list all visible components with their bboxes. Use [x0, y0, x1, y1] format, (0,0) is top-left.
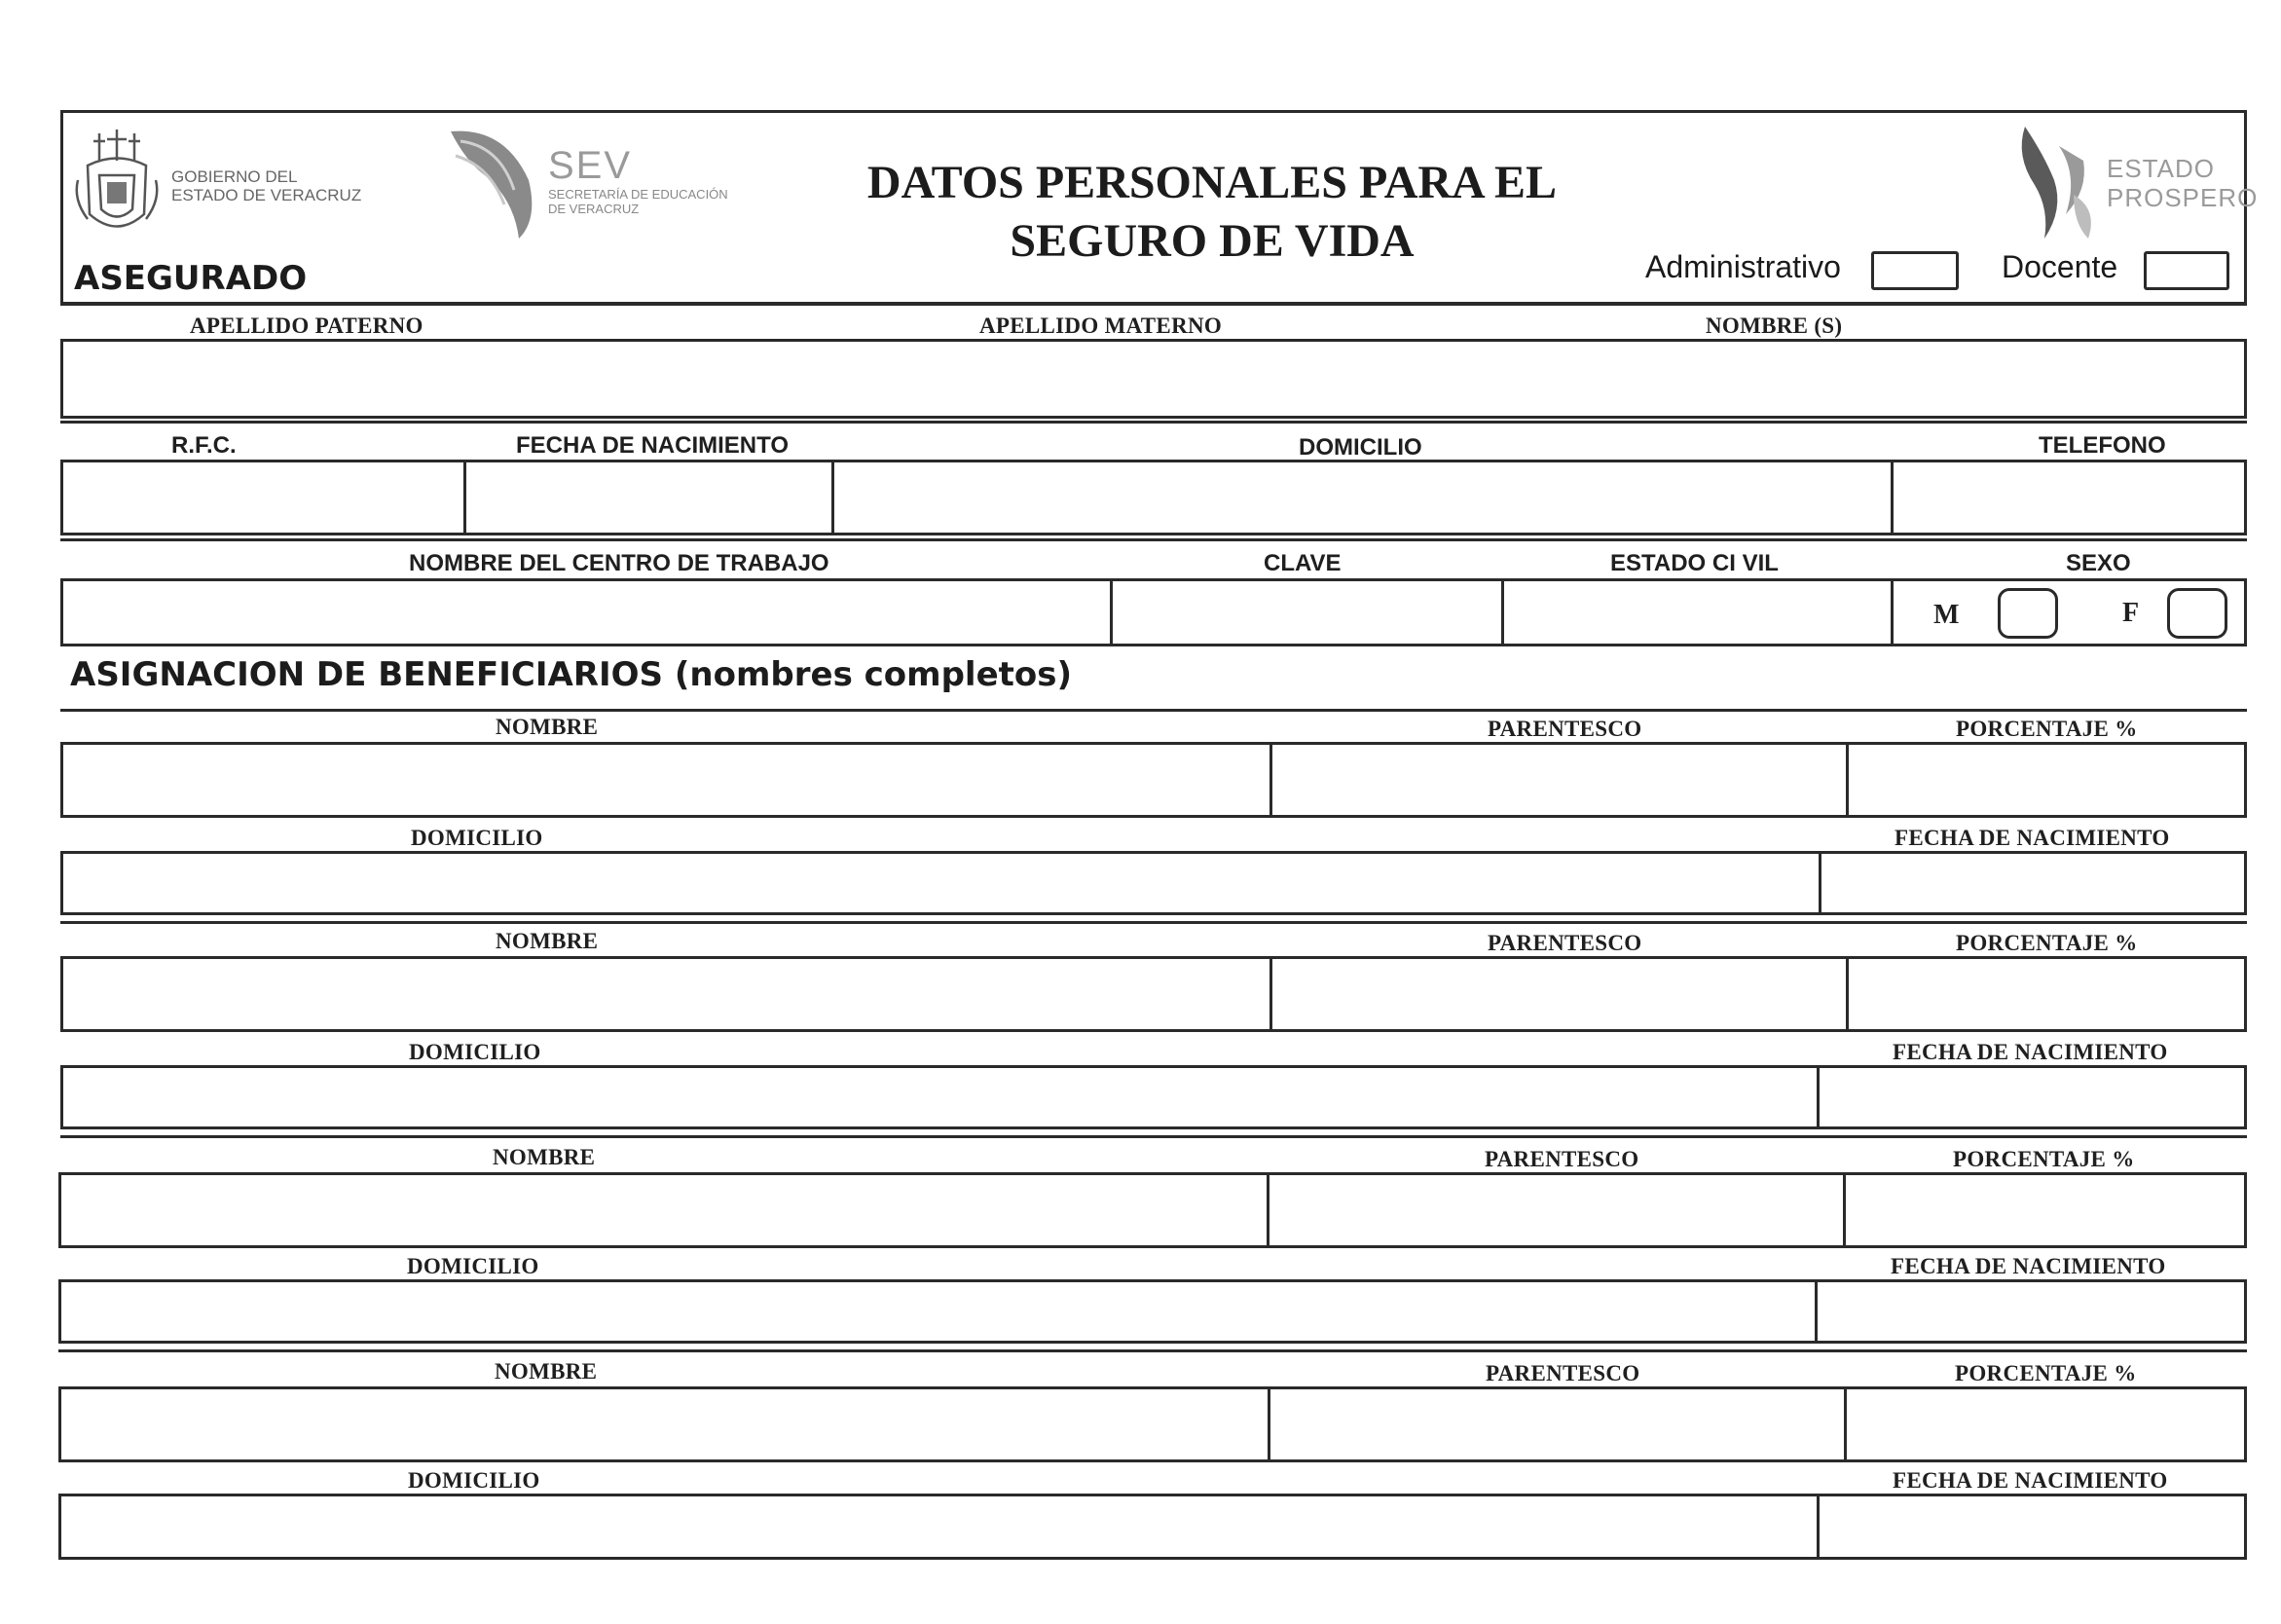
divider [60, 921, 2247, 924]
administrativo-checkbox[interactable] [1871, 251, 1959, 290]
beneficiario-1-parentesco-field[interactable] [1272, 745, 1846, 815]
sexo-label: SEXO [2066, 550, 2131, 576]
beneficiario-1-porcentaje-label: PORCENTAJE % [1956, 717, 2138, 741]
beneficiario-2-parentesco-label: PARENTESCO [1488, 931, 1642, 955]
beneficiario-2-porcentaje-label: PORCENTAJE % [1956, 931, 2138, 955]
beneficiario-4-porcentaje-label: PORCENTAJE % [1955, 1361, 2137, 1385]
sev-logo-line2: DE VERACRUZ [548, 202, 640, 216]
estado-logo-line2: PROSPERO [2107, 183, 2259, 212]
clave-field[interactable] [1113, 581, 1501, 644]
beneficiario-1-domicilio-field[interactable] [63, 854, 1819, 912]
beneficiario-4-parentesco-label: PARENTESCO [1486, 1361, 1640, 1385]
domicilio-label: DOMICILIO [1299, 434, 1422, 461]
divider [60, 303, 2247, 306]
beneficiario-4-fecha-label: FECHA DE NACIMIENTO [1893, 1468, 2168, 1493]
telefono-field[interactable] [1894, 462, 2244, 533]
beneficiario-1-nombre-field[interactable] [63, 745, 1269, 815]
divider [60, 421, 2247, 424]
beneficiario-2-nombre-label: NOMBRE [496, 929, 599, 953]
rfc-label: R.F.C. [171, 432, 237, 459]
beneficiario-3-fecha-label: FECHA DE NACIMIENTO [1891, 1254, 2166, 1278]
asegurado-section-title: ASEGURADO [74, 259, 308, 298]
beneficiario-2-domicilio-label: DOMICILIO [409, 1040, 541, 1064]
beneficiario-3-domicilio-label: DOMICILIO [407, 1254, 539, 1278]
divider [58, 1349, 2247, 1352]
beneficiario-4-nombre-label: NOMBRE [495, 1359, 598, 1384]
estado-civil-field[interactable] [1504, 581, 1891, 644]
beneficiario-3-nombre-field[interactable] [61, 1175, 1267, 1245]
telefono-label: TELEFONO [2039, 432, 2166, 459]
form-title-line1: DATOS PERSONALES PARA EL [866, 157, 1558, 208]
beneficiario-3-nombre-label: NOMBRE [493, 1145, 596, 1169]
beneficiario-4-porcentaje-field[interactable] [1847, 1389, 2244, 1459]
fecha-nacimiento-field[interactable] [466, 462, 831, 533]
divider [60, 1135, 2247, 1138]
beneficiario-2-parentesco-field[interactable] [1272, 959, 1846, 1029]
apellido-paterno-field[interactable] [63, 342, 784, 416]
apellido-materno-label: APELLIDO MATERNO [979, 314, 1223, 338]
beneficiario-3-domicilio-field[interactable] [61, 1282, 1815, 1341]
beneficiario-4-domicilio-label: DOMICILIO [408, 1468, 540, 1493]
sev-logo-line1: SECRETARÍA DE EDUCACIÓN [548, 187, 728, 202]
beneficiario-3-porcentaje-field[interactable] [1846, 1175, 2244, 1245]
estado-civil-label: ESTADO CI VIL [1610, 550, 1779, 576]
domicilio-field[interactable] [834, 462, 1891, 533]
beneficiario-1-fecha-label: FECHA DE NACIMIENTO [1895, 826, 2170, 850]
beneficiario-2-domicilio-field[interactable] [63, 1068, 1817, 1126]
divider [60, 538, 2247, 541]
nombres-label: NOMBRE (S) [1706, 314, 1843, 338]
beneficiario-1-parentesco-label: PARENTESCO [1488, 717, 1642, 741]
sexo-f-label: F [2122, 598, 2140, 628]
centro-trabajo-label: NOMBRE DEL CENTRO DE TRABAJO [409, 550, 829, 576]
beneficiario-4-domicilio-field[interactable] [61, 1496, 1817, 1557]
estado-logo-line1: ESTADO [2107, 154, 2215, 183]
rfc-field[interactable] [63, 462, 463, 533]
beneficiario-2-nombre-field[interactable] [63, 959, 1269, 1029]
beneficiario-3-parentesco-field[interactable] [1269, 1175, 1843, 1245]
administrativo-label: Administrativo [1645, 249, 1841, 284]
sev-logo-icon [446, 122, 553, 243]
beneficiario-2-fecha-field[interactable] [1820, 1068, 2244, 1126]
sexo-m-label: M [1933, 600, 1960, 630]
gov-logo-line1: GOBIERNO DEL [171, 167, 298, 186]
fecha-nacimiento-label: FECHA DE NACIMIENTO [516, 432, 790, 459]
beneficiarios-section-title: ASIGNACION DE BENEFICIARIOS (nombres completos) [70, 655, 1073, 694]
beneficiario-2-porcentaje-field[interactable] [1849, 959, 2244, 1029]
centro-trabajo-field[interactable] [63, 581, 1110, 644]
veracruz-coat-of-arms-icon [68, 122, 166, 243]
divider [60, 709, 2247, 712]
beneficiario-3-porcentaje-label: PORCENTAJE % [1953, 1147, 2135, 1171]
apellido-paterno-label: APELLIDO PATERNO [190, 314, 423, 338]
gov-logo-line2: ESTADO DE VERACRUZ [171, 186, 362, 204]
beneficiario-3-parentesco-label: PARENTESCO [1485, 1147, 1639, 1171]
beneficiario-3-fecha-field[interactable] [1818, 1282, 2244, 1341]
divider [1891, 578, 1894, 646]
beneficiario-4-parentesco-field[interactable] [1270, 1389, 1844, 1459]
beneficiario-1-nombre-label: NOMBRE [496, 715, 599, 739]
docente-label: Docente [2002, 249, 2118, 284]
beneficiario-4-fecha-field[interactable] [1820, 1496, 2244, 1557]
docente-checkbox[interactable] [2144, 251, 2229, 290]
beneficiario-1-domicilio-label: DOMICILIO [411, 826, 543, 850]
sev-logo-title: SEV [548, 144, 633, 187]
apellido-materno-field[interactable] [784, 342, 1504, 416]
beneficiario-4-nombre-field[interactable] [61, 1389, 1268, 1459]
beneficiario-1-porcentaje-field[interactable] [1849, 745, 2244, 815]
estado-prospero-logo-icon [2005, 117, 2113, 243]
nombres-field[interactable] [1504, 342, 2244, 416]
sexo-m-checkbox[interactable] [1998, 588, 2058, 639]
beneficiario-1-fecha-field[interactable] [1821, 854, 2244, 912]
clave-label: CLAVE [1264, 550, 1342, 576]
beneficiario-2-fecha-label: FECHA DE NACIMIENTO [1893, 1040, 2168, 1064]
form-title-line2: SEGURO DE VIDA [1010, 215, 1415, 267]
sexo-f-checkbox[interactable] [2167, 588, 2227, 639]
